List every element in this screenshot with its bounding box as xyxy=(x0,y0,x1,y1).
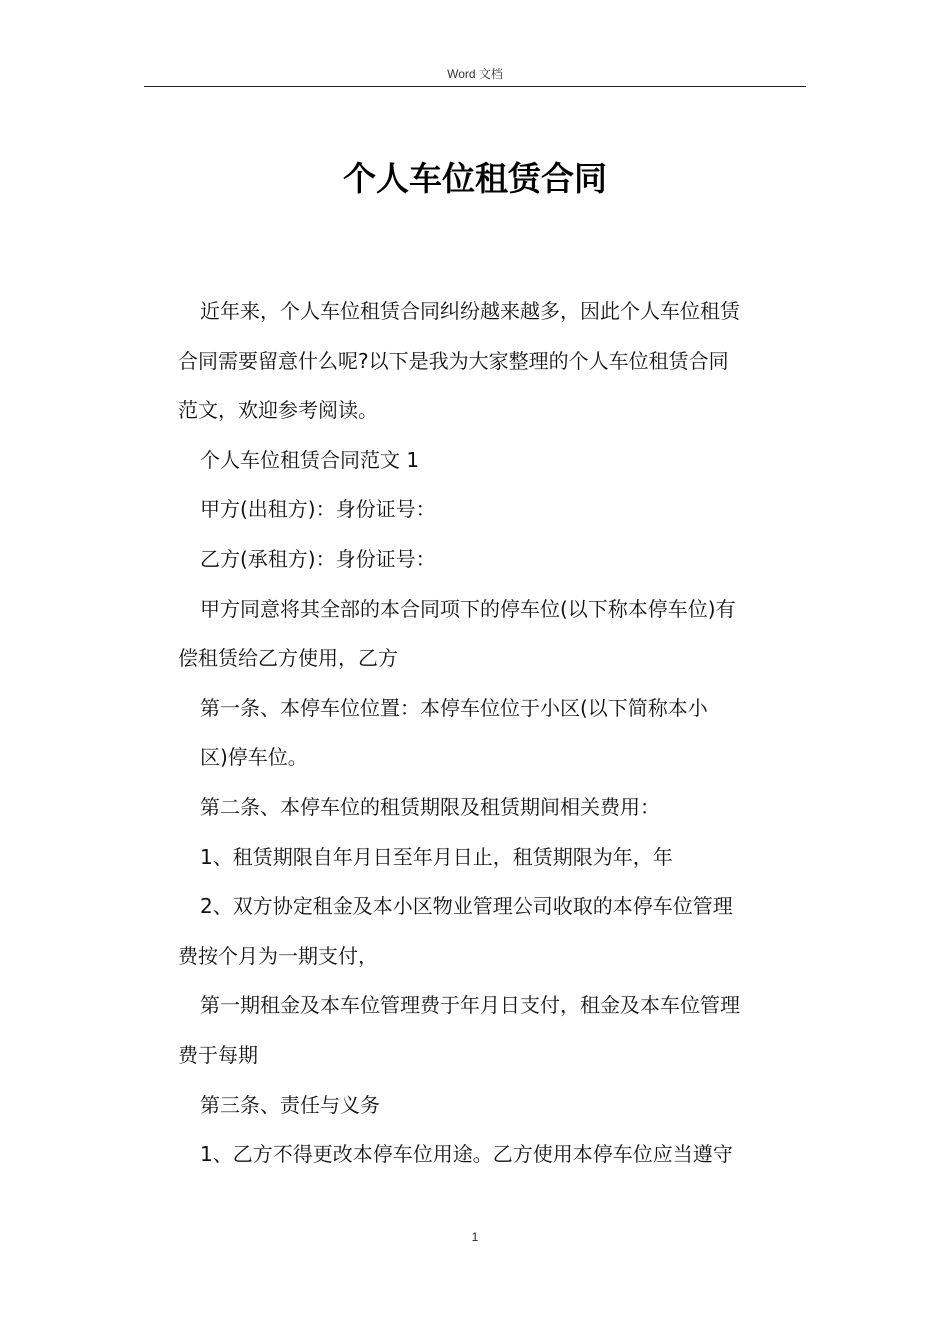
header-divider xyxy=(144,86,806,87)
body-line: 乙方(承租方)：身份证号： xyxy=(200,546,436,571)
page-header-label: Word 文档 xyxy=(447,67,503,81)
body-line: 第一条、本停车位位置：本停车位位于小区(以下简称本小 xyxy=(200,695,708,720)
body-line: 近年来，个人车位租赁合同纠纷越来越多，因此个人车位租赁 xyxy=(200,299,740,323)
body-line: 甲方(出租方)：身份证号： xyxy=(200,497,436,522)
body-line: 费按个月为一期支付， xyxy=(178,943,378,968)
body-line: 甲方同意将其全部的本合同项下的停车位(以下称本停车位)有 xyxy=(200,596,736,621)
body-line: 1、乙方不得更改本停车位用途。乙方使用本停车位应当遵守 xyxy=(200,1142,733,1167)
body-line: 区)停车位。 xyxy=(200,745,308,770)
body-line: 第三条、责任与义务 xyxy=(200,1092,380,1117)
page-number: 1 xyxy=(471,1230,479,1244)
body-line: 第二条、本停车位的租赁期限及租赁期间相关费用： xyxy=(200,794,660,819)
body-line: 个人车位租赁合同范文 1 xyxy=(200,447,420,472)
body-line: 费于每期 xyxy=(178,1042,258,1067)
body-line: 第一期租金及本车位管理费于年月日支付，租金及本车位管理 xyxy=(200,993,740,1018)
body-line: 范文，欢迎参考阅读。 xyxy=(178,398,378,423)
body-line: 偿租赁给乙方使用，乙方 xyxy=(178,646,398,671)
document-title: 个人车位租赁合同 xyxy=(343,159,607,198)
body-line: 合同需要留意什么呢?以下是我为大家整理的个人车位租赁合同 xyxy=(178,348,729,373)
document-body xyxy=(178,287,808,1180)
body-line: 1、租赁期限自年月日至年月日止，租赁期限为年，年 xyxy=(200,844,673,869)
body-line: 2、双方协定租金及本小区物业管理公司收取的本停车位管理 xyxy=(200,894,733,919)
